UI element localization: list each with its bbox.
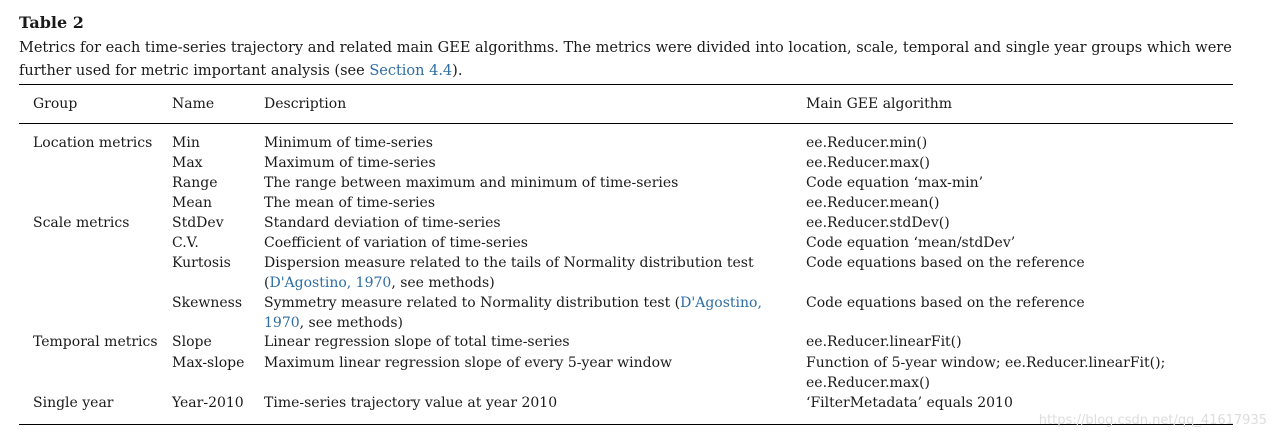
reference-link[interactable]: D'Agostino, 1970: [269, 275, 392, 291]
row-algorithm: ee.Reducer.max(): [806, 155, 930, 171]
row-description: Maximum linear regression slope of every 5-year window: [264, 355, 673, 371]
row-algorithm: Code equation ‘mean/stdDev’: [806, 235, 1016, 251]
description-text-end: , see methods): [391, 275, 495, 291]
table-caption: [19, 37, 1249, 82]
row-description: Minimum of time-series: [264, 135, 433, 151]
row-description: The range between maximum and minimum of time-series: [264, 175, 679, 191]
row-group: Single year: [33, 395, 114, 411]
caption-text: Metrics for each time-series trajectory and related main GEE algorithms. The metrics were divided into location, scale, temporal and single year groups which were further used for metric important analysis (see: [19, 40, 1232, 79]
row-description: Time-series trajectory value at year 2010: [264, 395, 558, 411]
row-description: The mean of time-series: [264, 195, 436, 211]
description-text: Dispersion measure related to the tails of Normality distribution test (: [264, 255, 754, 291]
row-name: Slope: [172, 334, 212, 350]
table-label: Table 2: [19, 13, 84, 32]
row-name: Year-2010: [172, 395, 244, 411]
row-algorithm: Code equations based on the reference: [806, 295, 1085, 311]
table-top-rule: [19, 84, 1233, 85]
row-algorithm: ee.Reducer.stdDev(): [806, 215, 950, 231]
row-description: [264, 293, 794, 333]
row-name: Max-slope: [172, 355, 245, 371]
row-name: Max: [172, 155, 203, 171]
row-group: Temporal metrics: [33, 334, 158, 350]
row-description: [264, 253, 794, 293]
row-algorithm: ee.Reducer.min(): [806, 135, 928, 151]
row-description: Maximum of time-series: [264, 155, 436, 171]
row-algorithm: ee.Reducer.linearFit(): [806, 334, 962, 350]
header-algorithm: Main GEE algorithm: [806, 96, 953, 112]
row-description: Standard deviation of time-series: [264, 215, 501, 231]
row-name: Range: [172, 175, 218, 191]
row-algorithm: ‘FilterMetadata’ equals 2010: [806, 395, 1013, 411]
row-algorithm: ee.Reducer.mean(): [806, 195, 940, 211]
header-name: Name: [172, 96, 215, 112]
row-description: Linear regression slope of total time-series: [264, 334, 570, 350]
row-name: C.V.: [172, 235, 199, 251]
row-name: Min: [172, 135, 200, 151]
row-name: Kurtosis: [172, 255, 231, 271]
row-algorithm: Code equations based on the reference: [806, 255, 1085, 271]
row-name: Mean: [172, 195, 212, 211]
caption-text-end: ).: [452, 62, 463, 79]
row-group: Location metrics: [33, 135, 153, 151]
section-link[interactable]: Section 4.4: [369, 62, 453, 79]
reference-link[interactable]: D'Agostino, 1970: [264, 295, 762, 331]
row-group: Scale metrics: [33, 215, 130, 231]
row-description: Coefficient of variation of time-series: [264, 235, 528, 251]
row-algorithm: Function of 5-year window; ee.Reducer.linearFit(); ee.Reducer.max(): [806, 355, 1166, 391]
table-header-rule: [19, 123, 1233, 124]
row-name: StdDev: [172, 215, 224, 231]
description-text: Symmetry measure related to Normality distribution test (: [264, 295, 681, 311]
watermark: https://blog.csdn.net/qq_41617935: [1038, 413, 1267, 428]
description-text-end: , see methods): [299, 315, 403, 331]
row-algorithm: Code equation ‘max-min’: [806, 175, 984, 191]
header-description: Description: [264, 96, 347, 112]
row-name: Skewness: [172, 295, 243, 311]
header-group: Group: [33, 96, 78, 112]
